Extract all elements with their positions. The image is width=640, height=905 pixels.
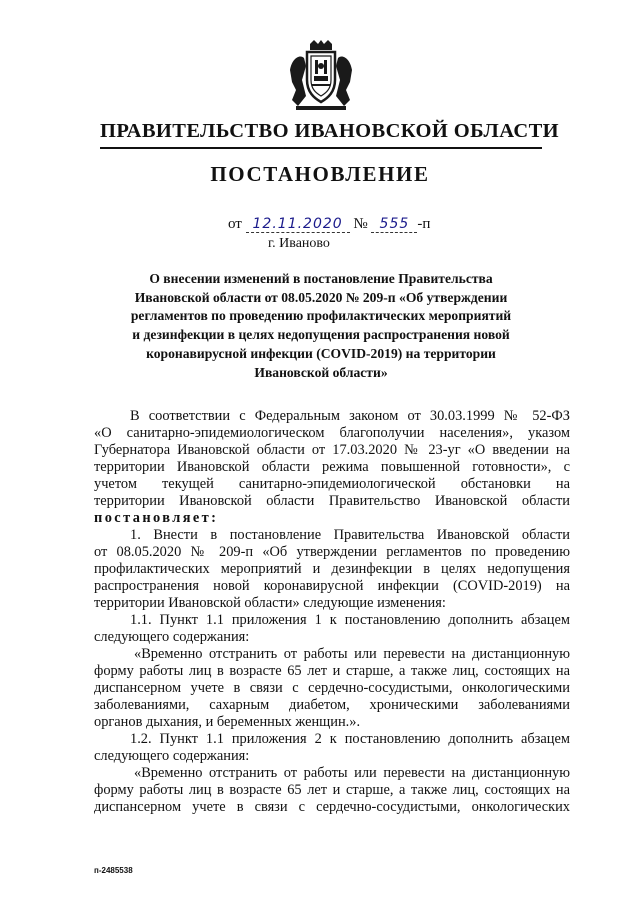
- body-line: следующего содержания:: [94, 629, 250, 645]
- subject-line: коронавирусной инфекции (COVID-2019) на территории: [146, 345, 496, 361]
- date-prefix: от: [228, 216, 242, 232]
- body-line: В соответствии с Федеральным законом от 30.03.1999 № 52-ФЗ: [130, 408, 570, 424]
- organization-title: ПРАВИТЕЛЬСТВО ИВАНОВСКОЙ ОБЛАСТИ: [100, 120, 560, 142]
- body-line: территории Ивановской области» следующие изменения:: [94, 595, 446, 611]
- subject-line: О внесении изменений в постановление Правительства: [149, 271, 493, 286]
- body-line: форму работы лиц в возрасте 65 лет и старше, а также лиц, состоящих на: [94, 782, 570, 798]
- document-body: [94, 408, 570, 816]
- body-line: «О санитарно-эпидемиологическом благополучии населения», указом: [94, 425, 570, 441]
- body-line: 1.1. Пункт 1.1 приложения 1 к постановлению дополнить абзацем: [130, 612, 570, 628]
- handwritten-number: 555: [371, 216, 417, 233]
- body-line: от 08.05.2020 № 209-п «Об утверждении регламентов по проведению: [94, 544, 570, 560]
- document-type: ПОСТАНОВЛЕНИЕ: [210, 162, 430, 186]
- city: г. Иваново: [268, 236, 330, 251]
- subject-line: Ивановской области»: [254, 364, 388, 380]
- title-underline: [100, 147, 542, 149]
- body-line: «Временно отстранить от работы или перевести на дистанционную: [134, 765, 570, 781]
- body-line: территории Ивановской области Правительство Ивановской области: [94, 493, 570, 509]
- handwritten-date: 12.11.2020: [246, 216, 350, 233]
- body-line: учетом текущей санитарно-эпидемиологической обстановки на: [94, 476, 570, 492]
- body-line: диспансерном учете в связи с сердечно-сосудистыми, онкологических: [94, 799, 570, 815]
- number-suffix: -п: [417, 216, 431, 232]
- body-line: заболеваниями, сахарным диабетом, хроническими заболеваниями: [94, 697, 570, 713]
- subject-line: регламентов по проведению профилактических мероприятий: [130, 308, 512, 324]
- coat-of-arms-icon: [288, 40, 354, 112]
- body-line: 1. Внести в постановление Правительства Ивановской области: [130, 527, 570, 543]
- resolves-word: постановляет:: [94, 510, 219, 526]
- document-code: п-2485538: [94, 866, 133, 875]
- body-line: «Временно отстранить от работы или перевести на дистанционную: [134, 646, 570, 662]
- subject-heading: [110, 270, 532, 382]
- body-line: органов дыхания, и беременных женщин.».: [94, 714, 361, 730]
- subject-line: и дезинфекции в целях недопущения распространения новой: [132, 327, 510, 343]
- date-number-line: [228, 216, 430, 233]
- body-line: диспансерном учете в связи с сердечно-сосудистыми, онкологическими: [94, 680, 570, 696]
- body-line: Губернатора Ивановской области от 17.03.2020 № 23-уг «О введении на: [94, 442, 570, 458]
- body-line: следующего содержания:: [94, 748, 250, 764]
- body-line: 1.2. Пункт 1.1 приложения 2 к постановлению дополнить абзацем: [130, 731, 570, 747]
- body-line: профилактических мероприятий и дезинфекции в целях недопущения: [94, 561, 570, 577]
- subject-line: Ивановской области от 08.05.2020 № 209-п «Об утверждении: [134, 289, 508, 305]
- body-line: распространения новой коронавирусной инфекции (COVID-2019) на: [94, 578, 570, 594]
- number-prefix: №: [353, 216, 368, 232]
- body-line: форму работы лиц в возрасте 65 лет и старше, а также лиц, состоящих на: [94, 663, 570, 679]
- body-line: территории Ивановской области режима повышенной готовности», с: [94, 459, 570, 475]
